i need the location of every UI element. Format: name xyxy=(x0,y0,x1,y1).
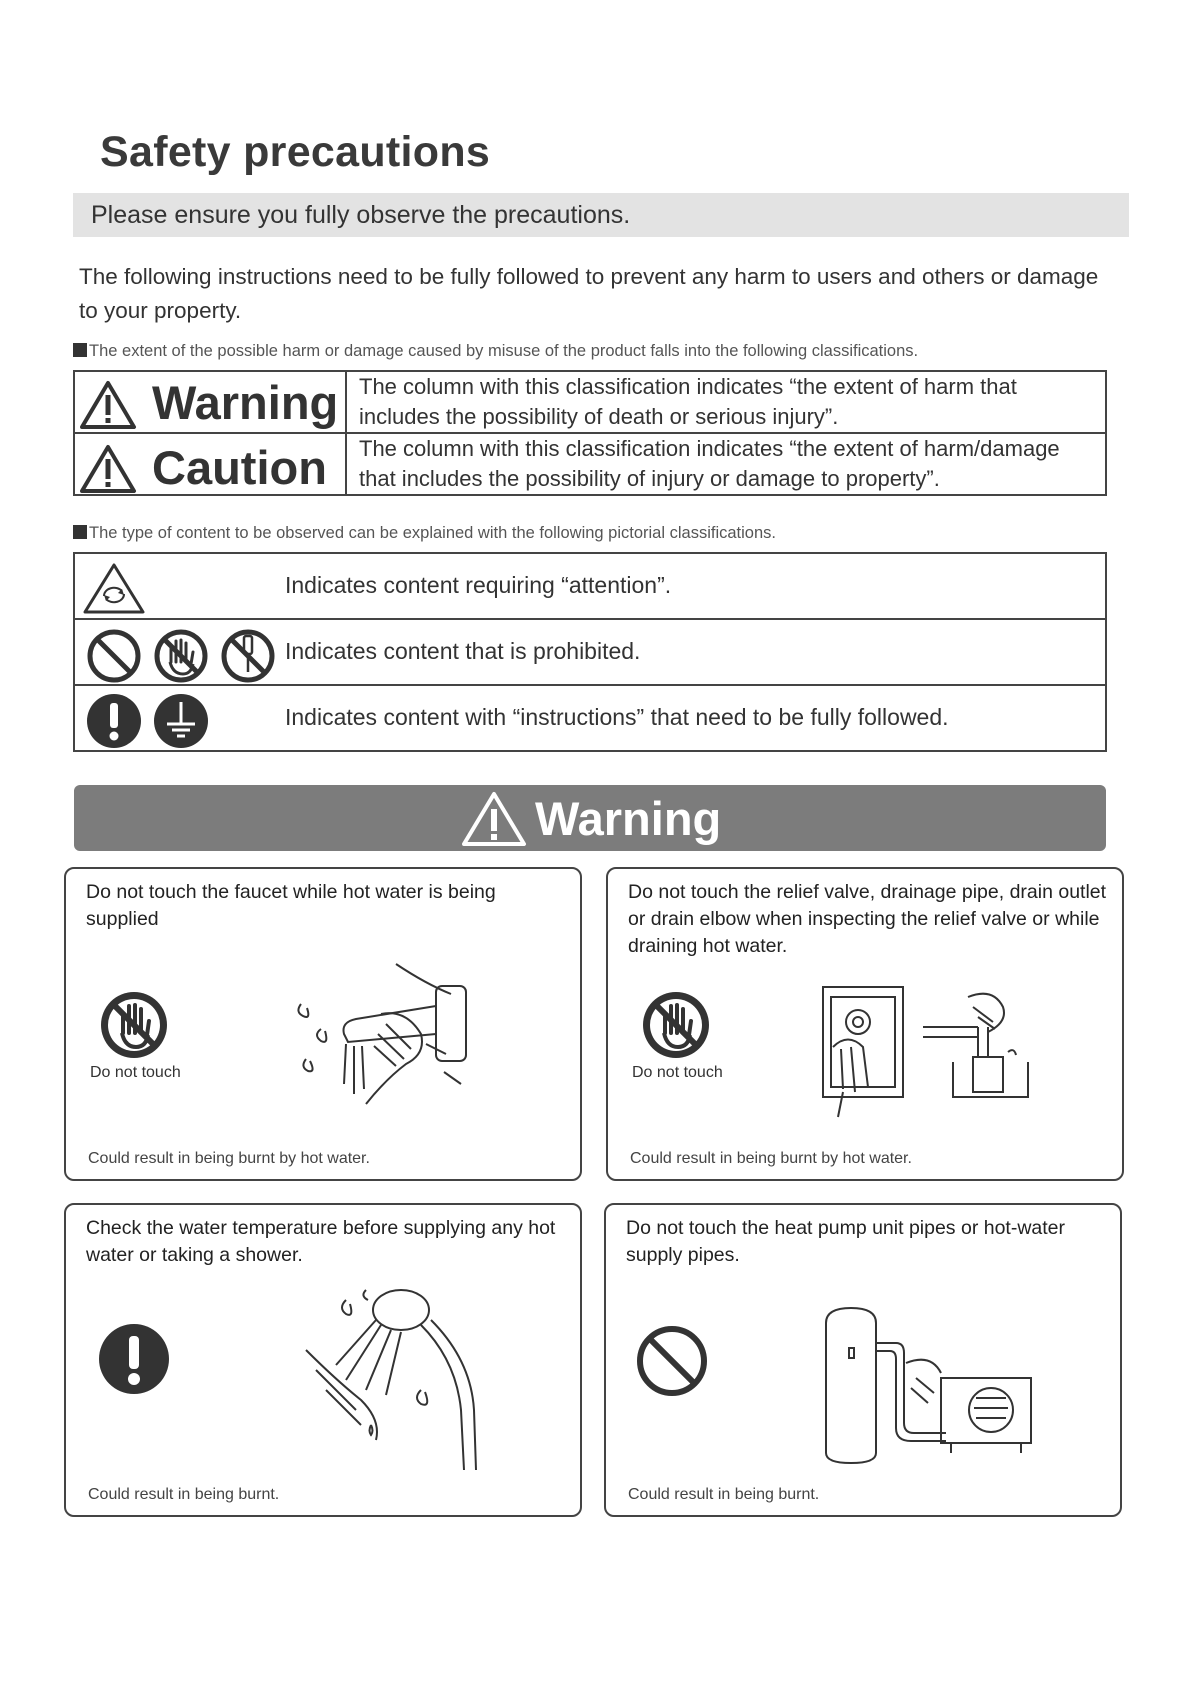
warning-triangle-icon xyxy=(80,444,136,494)
card-footer: Could result in being burnt. xyxy=(88,1486,280,1503)
icon-caption: Do not touch xyxy=(90,1064,181,1081)
warning-triangle-icon xyxy=(462,791,526,847)
icon-caption: Do not touch xyxy=(632,1064,723,1081)
pictorial-text: Indicates content with “instructions” that need to be fully followed. xyxy=(285,704,949,730)
card-footer: Could result in being burnt. xyxy=(628,1486,820,1503)
warning-label: Warning xyxy=(152,376,339,429)
card-footer: Could result in being burnt by hot water. xyxy=(88,1150,370,1167)
warning-card xyxy=(606,867,1124,1181)
page-title: Safety precautions xyxy=(100,128,491,176)
classification-note: The extent of the possible harm or damage caused by misuse of the product falls into the following classifications. xyxy=(73,342,918,361)
warning-card xyxy=(604,1203,1122,1517)
attention-icon xyxy=(82,562,146,614)
warning-card xyxy=(64,1203,582,1517)
caution-label: Caution xyxy=(152,441,327,494)
ground-icon xyxy=(153,693,209,749)
warning-triangle-icon xyxy=(80,380,136,430)
classification-description: The column with this classification indicates “the extent of harm that includes the possibility of death or serious injury”. xyxy=(346,371,1106,433)
pictorial-text: Indicates content that is prohibited. xyxy=(285,638,641,664)
card-heading: Do not touch the heat pump unit pipes or hot-water supply pipes. xyxy=(626,1217,1066,1266)
card-heading: Check the water temperature before supplying any hot water or taking a shower. xyxy=(86,1217,556,1266)
card-heading: Do not touch the faucet while hot water is being supplied xyxy=(86,881,496,930)
warning-banner-title: Warning xyxy=(535,792,722,845)
bullet-square xyxy=(73,525,87,539)
do-not-touch-icon xyxy=(98,989,170,1061)
subtitle-text: Please ensure you fully observe the precautions. xyxy=(91,201,631,229)
classification-description: The column with this classification indicates “the extent of harm/damage that includes the possibility of injury or damage to property”. xyxy=(346,433,1106,495)
do-not-touch-icon xyxy=(640,989,712,1061)
instruction-icon xyxy=(86,693,142,749)
pictorial-note: The type of content to be observed can be explained with the following pictorial classifications. xyxy=(73,524,776,543)
warning-banner xyxy=(74,785,1106,851)
card-footer: Could result in being burnt by hot water. xyxy=(630,1150,912,1167)
relief-valve-illustration xyxy=(803,977,1103,1127)
pictorial-row xyxy=(74,685,1106,751)
pictorial-row xyxy=(74,553,1106,619)
subtitle-bar xyxy=(73,193,1129,237)
faucet-illustration xyxy=(286,954,526,1129)
heat-pump-illustration xyxy=(816,1303,1116,1473)
shower-illustration xyxy=(286,1280,546,1480)
pictorial-text: Indicates content requiring “attention”. xyxy=(285,572,672,598)
warning-card xyxy=(64,867,582,1181)
prohibited-icon xyxy=(86,628,142,684)
intro-text: The following instructions need to be fully followed to prevent any harm to users and others or damage to your property. xyxy=(79,264,1099,323)
card-heading: Do not touch the relief valve, drainage pipe, drain outlet or drain elbow when inspecting the relief valve or while draining hot water. xyxy=(628,881,1107,957)
bullet-square xyxy=(73,343,87,357)
instruction-icon xyxy=(98,1323,170,1395)
prohibited-icon xyxy=(636,1325,708,1397)
do-not-disassemble-icon xyxy=(220,628,276,684)
do-not-touch-icon xyxy=(153,628,209,684)
